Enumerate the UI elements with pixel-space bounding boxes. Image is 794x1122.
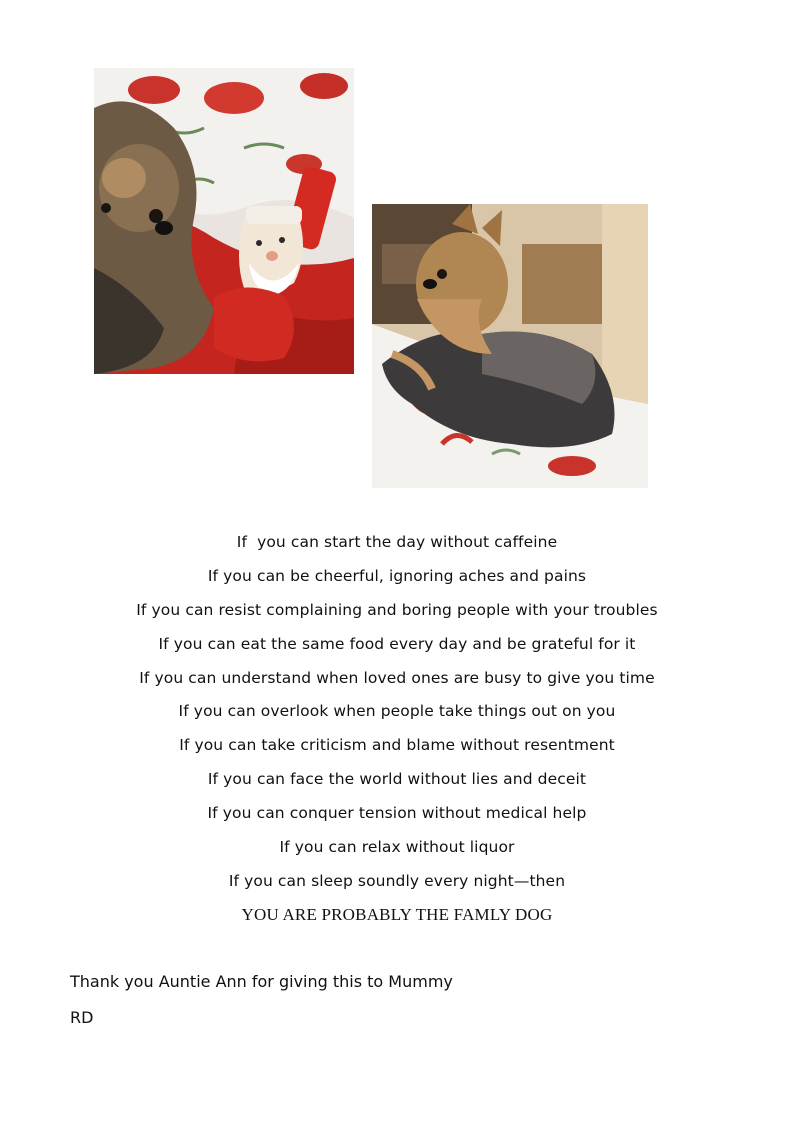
poem-line: If you can start the day without caffeine [236,533,558,551]
poem-line: If you can face the world without lies and deceit [207,770,587,789]
poem-line: If you can be cheerful, ignoring aches and pains [207,566,587,585]
poem [0,526,794,899]
poem-line: If you can relax without liquor [279,838,515,857]
dog-on-bed-photo [372,204,648,488]
dog-with-santa-toy-photo [94,68,354,374]
poem-line: If you can take criticism and blame without resentment [179,736,615,755]
poem-line: If you can understand when loved ones are busy to give you time [139,668,655,687]
poem-line: If you can conquer tension without medical help [207,804,587,823]
poem-closing-line: YOU ARE PROBABLY THE FAMLY DOG [241,905,553,924]
poem-line: If you can overlook when people take things out on you [178,702,616,721]
thanks-note: Thank you Auntie Ann for giving this to Mummy [70,972,453,991]
signature: RD [70,1008,94,1027]
poem-line: If you can resist complaining and boring people with your troubles [136,600,658,619]
dog-with-santa-toy-image [94,68,354,374]
poem-line: If you can sleep soundly every night—then [228,871,566,890]
poem-line: If you can eat the same food every day and be grateful for it [158,634,636,653]
dog-on-bed-image [372,204,648,488]
